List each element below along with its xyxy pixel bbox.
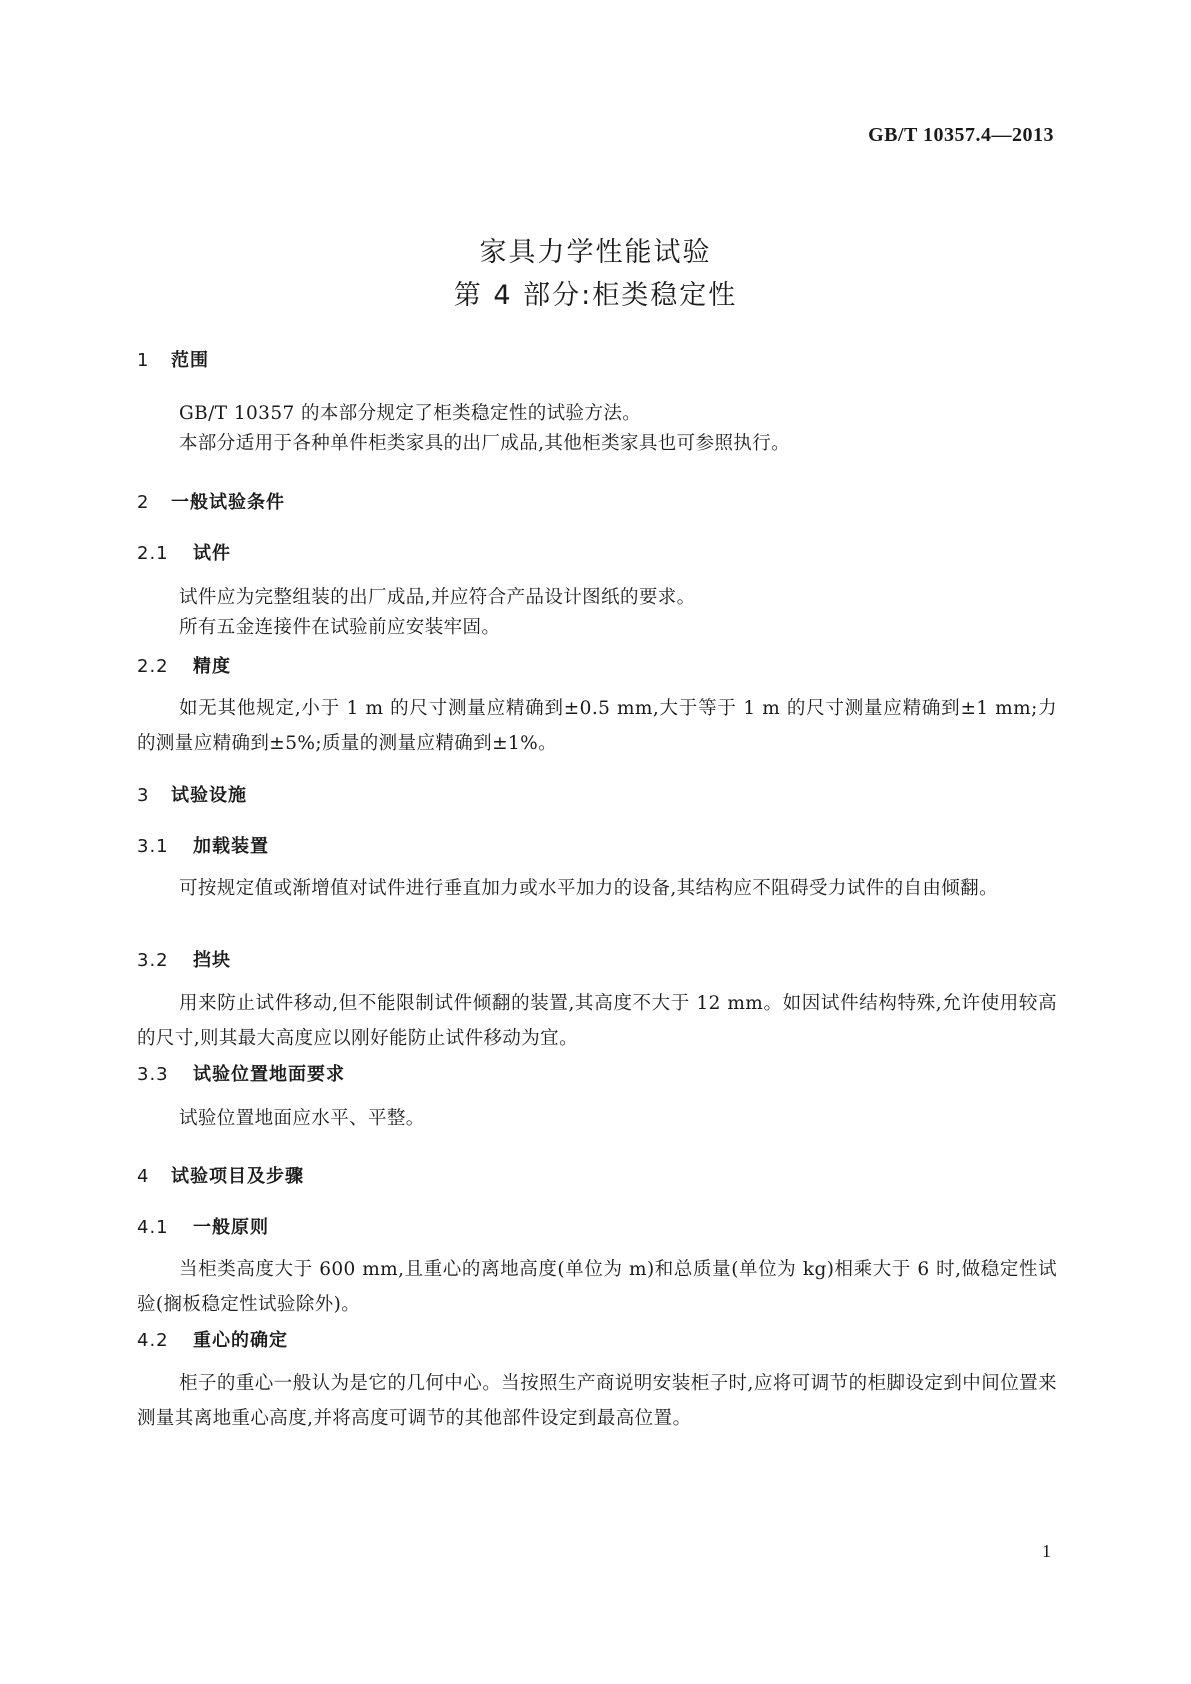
document-title: 家具力学性能试验	[479, 237, 712, 268]
heading-4-2	[137, 1326, 288, 1352]
heading-number: 2.1	[137, 543, 169, 564]
heading-text: 重心的确定	[193, 1330, 288, 1351]
paragraph-3-2-1: 用来防止试件移动,但不能限制试件倾翻的装置,其高度不大于 12 mm。如因试件结构特殊,允许使用较高的尺寸,则其最大高度应以刚好能防止试件移动为宜。	[137, 993, 1057, 1049]
heading-number: 3.3	[137, 1064, 169, 1085]
heading-4-1	[137, 1213, 269, 1239]
document-subtitle: 第 4 部分:柜类稳定性	[453, 280, 738, 311]
standard-number: GB/T 10357.4—2013	[868, 124, 1054, 146]
heading-number: 4.1	[137, 1217, 169, 1238]
paragraph-3-1-1: 可按规定值或渐增值对试件进行垂直加力或水平加力的设备,其结构应不阻碍受力试件的自由倾翻。	[179, 878, 998, 899]
paragraph-2-2-1: 如无其他规定,小于 1 m 的尺寸测量应精确到±0.5 mm,大于等于 1 m 的尺寸测量应精确到±1 mm;力的测量应精确到±5%;质量的测量应精确到±1%。	[137, 698, 1057, 754]
paragraph-2-1-1: 试件应为完整组装的出厂成品,并应符合产品设计图纸的要求。	[179, 587, 696, 608]
heading-text: 试件	[193, 543, 231, 564]
heading-text: 一般试验条件	[171, 492, 285, 513]
paragraph-1-2: 本部分适用于各种单件柜类家具的出厂成品,其他柜类家具也可参照执行。	[179, 433, 791, 454]
heading-number: 4.2	[137, 1330, 169, 1351]
heading-1	[137, 346, 209, 372]
heading-number: 3.2	[137, 950, 169, 971]
heading-2-2	[137, 652, 231, 678]
heading-3	[137, 781, 247, 807]
heading-3-1	[137, 832, 269, 858]
paragraph-4-2-1: 柜子的重心一般认为是它的几何中心。当按照生产商说明安装柜子时,应将可调节的柜脚设定到中间位置来测量其离地重心高度,并将高度可调节的其他部件设定到最高位置。	[137, 1373, 1057, 1429]
heading-text: 挡块	[193, 950, 231, 971]
heading-number: 2.2	[137, 656, 169, 677]
paragraph-2-1-2: 所有五金连接件在试验前应安装牢固。	[179, 617, 501, 638]
heading-number: 2	[137, 492, 150, 513]
heading-3-2	[137, 946, 231, 972]
heading-number: 3	[137, 785, 150, 806]
heading-text: 精度	[193, 656, 231, 677]
heading-text: 范围	[171, 350, 209, 371]
paragraph-1-1: GB/T 10357 的本部分规定了柜类稳定性的试验方法。	[179, 403, 642, 424]
heading-text: 一般原则	[193, 1217, 269, 1238]
heading-text: 试验位置地面要求	[193, 1064, 345, 1085]
heading-2	[137, 488, 285, 514]
heading-number: 1	[137, 350, 150, 371]
heading-4	[137, 1162, 304, 1188]
heading-text: 加载装置	[193, 836, 269, 857]
heading-number: 3.1	[137, 836, 169, 857]
heading-number: 4	[137, 1166, 150, 1187]
page-number: 1	[1042, 1541, 1051, 1561]
paragraph-4-1-1: 当柜类高度大于 600 mm,且重心的离地高度(单位为 m)和总质量(单位为 kg)相乘大于 6 时,做稳定性试验(搁板稳定性试验除外)。	[137, 1259, 1057, 1315]
heading-text: 试验设施	[171, 785, 247, 806]
heading-text: 试验项目及步骤	[171, 1166, 304, 1187]
heading-3-3	[137, 1060, 345, 1086]
heading-2-1	[137, 539, 231, 565]
paragraph-3-3-1: 试验位置地面应水平、平整。	[179, 1108, 425, 1129]
